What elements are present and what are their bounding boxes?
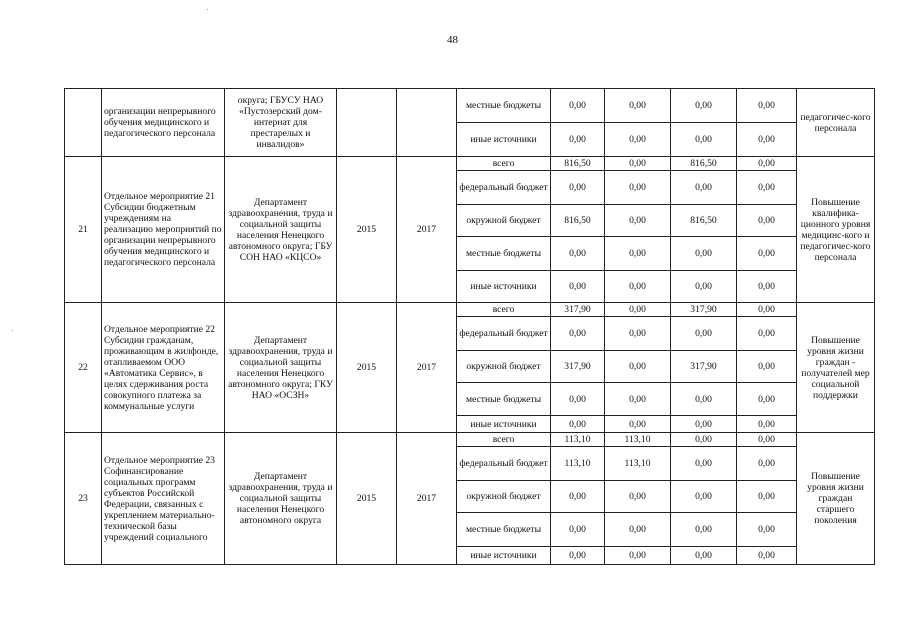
- amount-cell: 0,00: [737, 447, 797, 481]
- funding-source: иные источники: [457, 123, 551, 157]
- amount-cell: 816,50: [551, 157, 605, 171]
- amount-cell: 0,00: [605, 351, 671, 383]
- funding-source: иные источники: [457, 271, 551, 303]
- program-table: [64, 88, 875, 565]
- amount-cell: 0,00: [737, 303, 797, 317]
- table-row: [65, 157, 875, 171]
- row-number: 21: [65, 157, 102, 303]
- funding-source: всего: [457, 433, 551, 447]
- funding-source: окружной бюджет: [457, 351, 551, 383]
- amount-cell: 317,90: [671, 351, 737, 383]
- amount-cell: 0,00: [671, 433, 737, 447]
- end-year: 2017: [397, 303, 457, 433]
- executor: округа; ГБУСУ НАО «Пустозерский дом-интернат для престарелых и инвалидов»: [225, 89, 337, 157]
- amount-cell: 113,10: [551, 433, 605, 447]
- amount-cell: 816,50: [671, 205, 737, 237]
- amount-cell: 0,00: [605, 481, 671, 513]
- amount-cell: 0,00: [737, 271, 797, 303]
- amount-cell: 113,10: [605, 433, 671, 447]
- amount-cell: 113,10: [605, 447, 671, 481]
- amount-cell: 0,00: [605, 303, 671, 317]
- start-year: 2015: [337, 433, 397, 565]
- expected-result: Повышение уровня жизни граждан - получателей мер социальной поддержки: [797, 303, 875, 433]
- amount-cell: 816,50: [671, 157, 737, 171]
- amount-cell: 0,00: [737, 416, 797, 433]
- funding-source: иные источники: [457, 547, 551, 565]
- measure-name: организации непрерывного обучения медицинского и педагогического персонала: [102, 89, 225, 157]
- funding-source: иные источники: [457, 416, 551, 433]
- amount-cell: 0,00: [737, 513, 797, 547]
- amount-cell: 0,00: [671, 383, 737, 416]
- funding-source: местные бюджеты: [457, 513, 551, 547]
- row-number: 22: [65, 303, 102, 433]
- funding-source: федеральный бюджет: [457, 447, 551, 481]
- amount-cell: 0,00: [551, 383, 605, 416]
- amount-cell: 0,00: [737, 171, 797, 205]
- expected-result: Повышение квалифика-ционного уровня медицинс-кого и педагогичес-кого персонала: [797, 157, 875, 303]
- funding-source: местные бюджеты: [457, 383, 551, 416]
- amount-cell: 113,10: [551, 447, 605, 481]
- amount-cell: 317,90: [551, 303, 605, 317]
- end-year: [397, 89, 457, 157]
- amount-cell: 0,00: [737, 205, 797, 237]
- page-number: 48: [447, 34, 458, 46]
- executor: Департамент здравоохранения, труда и социальной защиты населения Ненецкого автономного округа; ГБУ СОН НАО «КЦСО»: [225, 157, 337, 303]
- amount-cell: 0,00: [671, 547, 737, 565]
- amount-cell: 0,00: [605, 205, 671, 237]
- amount-cell: 317,90: [551, 351, 605, 383]
- executor: Департамент здравоохранения, труда и социальной защиты населения Ненецкого автономного округа: [225, 433, 337, 565]
- amount-cell: 0,00: [671, 171, 737, 205]
- expected-result: педагогичес-кого персонала: [797, 89, 875, 157]
- amount-cell: 0,00: [605, 513, 671, 547]
- amount-cell: 0,00: [551, 416, 605, 433]
- amount-cell: 0,00: [671, 271, 737, 303]
- amount-cell: 0,00: [737, 89, 797, 123]
- table-row: [65, 303, 875, 317]
- funding-source: федеральный бюджет: [457, 171, 551, 205]
- amount-cell: 816,50: [551, 205, 605, 237]
- funding-source: всего: [457, 157, 551, 171]
- amount-cell: 0,00: [551, 547, 605, 565]
- amount-cell: 0,00: [551, 171, 605, 205]
- amount-cell: 0,00: [671, 317, 737, 351]
- amount-cell: 0,00: [605, 89, 671, 123]
- table-row: [65, 89, 875, 123]
- amount-cell: 0,00: [605, 237, 671, 271]
- amount-cell: 0,00: [671, 237, 737, 271]
- amount-cell: 0,00: [671, 416, 737, 433]
- end-year: 2017: [397, 433, 457, 565]
- amount-cell: 0,00: [671, 89, 737, 123]
- measure-name: Отдельное мероприятие 21 Субсидии бюджетным учреждениям на реализацию мероприятий по организации непрерывного обучения медицинского и педагогического персонала: [102, 157, 225, 303]
- funding-source: федеральный бюджет: [457, 317, 551, 351]
- amount-cell: 0,00: [551, 123, 605, 157]
- amount-cell: 0,00: [605, 383, 671, 416]
- amount-cell: 0,00: [737, 123, 797, 157]
- row-number: [65, 89, 102, 157]
- table-body: [65, 89, 875, 565]
- amount-cell: 0,00: [605, 171, 671, 205]
- row-number: 23: [65, 433, 102, 565]
- funding-source: местные бюджеты: [457, 89, 551, 123]
- amount-cell: 0,00: [671, 123, 737, 157]
- amount-cell: 0,00: [551, 317, 605, 351]
- amount-cell: 0,00: [737, 351, 797, 383]
- funding-source: местные бюджеты: [457, 237, 551, 271]
- amount-cell: 0,00: [605, 416, 671, 433]
- funding-source: всего: [457, 303, 551, 317]
- amount-cell: 0,00: [605, 317, 671, 351]
- table-row: [65, 433, 875, 447]
- amount-cell: 0,00: [605, 157, 671, 171]
- amount-cell: 0,00: [737, 481, 797, 513]
- start-year: [337, 89, 397, 157]
- measure-name: Отдельное мероприятие 23 Софинансирование социальных программ субъектов Российской Федерации, связанных с укреплением материально-технической базы учреждений социального: [102, 433, 225, 565]
- amount-cell: 317,90: [671, 303, 737, 317]
- scan-speck: [207, 9, 208, 10]
- amount-cell: 0,00: [737, 547, 797, 565]
- amount-cell: 0,00: [551, 89, 605, 123]
- amount-cell: 0,00: [551, 513, 605, 547]
- amount-cell: 0,00: [605, 271, 671, 303]
- amount-cell: 0,00: [737, 317, 797, 351]
- amount-cell: 0,00: [605, 547, 671, 565]
- scan-speck: [12, 330, 13, 331]
- amount-cell: 0,00: [551, 481, 605, 513]
- start-year: 2015: [337, 157, 397, 303]
- amount-cell: 0,00: [671, 447, 737, 481]
- amount-cell: 0,00: [671, 513, 737, 547]
- amount-cell: 0,00: [737, 157, 797, 171]
- funding-source: окружной бюджет: [457, 205, 551, 237]
- end-year: 2017: [397, 157, 457, 303]
- start-year: 2015: [337, 303, 397, 433]
- executor: Департамент здравоохранения, труда и социальной защиты населения Ненецкого автономного округа; ГКУ НАО «ОСЗН»: [225, 303, 337, 433]
- expected-result: Повышение уровня жизни граждан старшего поколения: [797, 433, 875, 565]
- amount-cell: 0,00: [605, 123, 671, 157]
- amount-cell: 0,00: [671, 481, 737, 513]
- funding-source: окружной бюджет: [457, 481, 551, 513]
- amount-cell: 0,00: [737, 383, 797, 416]
- amount-cell: 0,00: [551, 237, 605, 271]
- amount-cell: 0,00: [737, 237, 797, 271]
- measure-name: Отдельное мероприятие 22 Субсидии гражданам, проживающим в жилфонде, отапливаемом ООО «Автоматика Сервис», в целях сдерживания роста совокупного платежа за коммунальные услуги: [102, 303, 225, 433]
- amount-cell: 0,00: [551, 271, 605, 303]
- amount-cell: 0,00: [737, 433, 797, 447]
